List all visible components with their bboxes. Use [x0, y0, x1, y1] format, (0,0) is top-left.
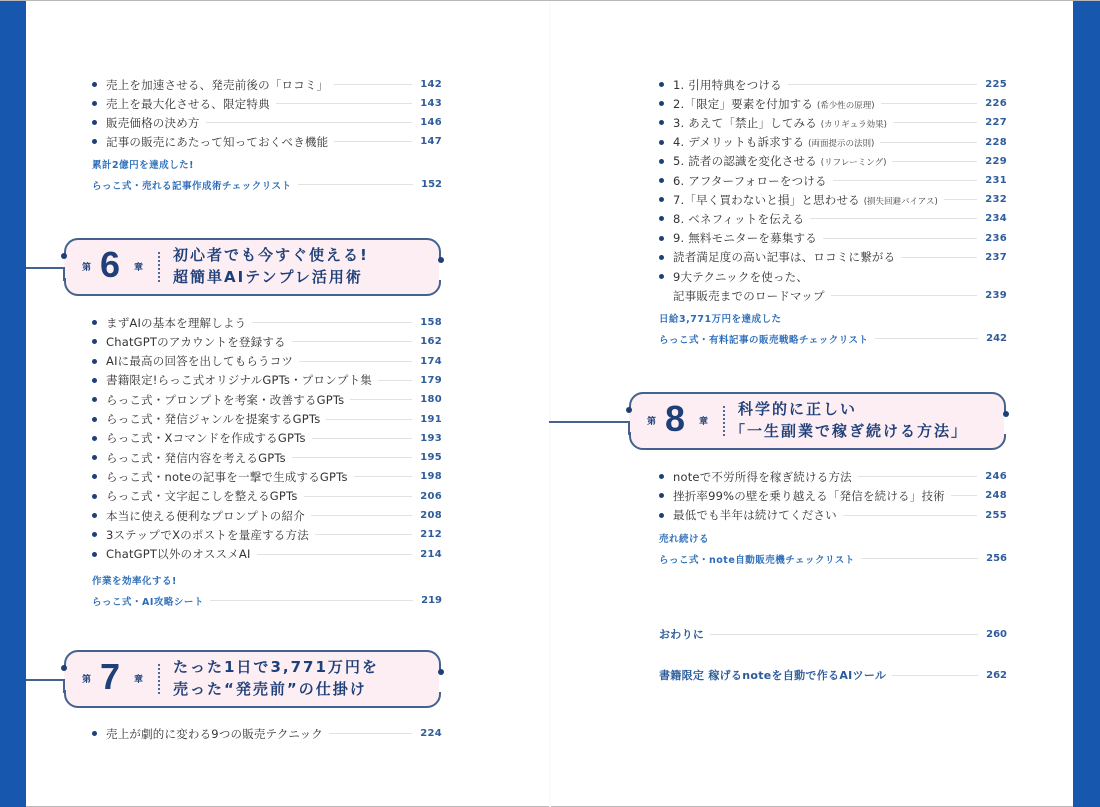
bullet-icon	[92, 417, 97, 422]
chapter-number: 7	[100, 656, 121, 697]
box-gap	[1004, 414, 1009, 434]
bullet-icon	[92, 731, 97, 736]
toc-entry[interactable]	[90, 448, 442, 467]
leader-line	[311, 515, 412, 516]
chapter-suffix: 章	[134, 675, 144, 685]
page-number: 256	[986, 553, 1007, 564]
entry-title	[106, 469, 348, 485]
entry-title: 書籍限定 稼げるnoteを自動で作るAIツール	[659, 669, 887, 682]
connector-line	[63, 679, 65, 693]
chapter-title	[173, 244, 369, 288]
leader-line	[831, 295, 978, 296]
leader-line	[901, 257, 977, 258]
box-gap	[439, 260, 444, 280]
leader-line	[315, 534, 412, 535]
checklist-entry[interactable]	[659, 530, 1007, 568]
page-number: 208	[420, 510, 442, 521]
entry-title-text: 3. あえて「禁止」してみる	[673, 115, 817, 130]
connector-dot-icon	[438, 669, 444, 675]
toc-entry[interactable]	[90, 332, 442, 351]
bullet-icon	[659, 255, 664, 260]
bullet-icon	[659, 101, 664, 106]
entry-title: おわりに	[659, 628, 705, 641]
toc-entry[interactable]	[90, 525, 442, 544]
connector-line	[63, 267, 65, 281]
leader-line	[276, 103, 412, 104]
leader-line	[257, 554, 413, 555]
bullet-icon	[92, 139, 97, 144]
entry-title-text: 7.「早く買わないと損」と思わせる	[673, 192, 860, 207]
leader-line	[378, 380, 412, 381]
page-number: 228	[985, 136, 1007, 148]
connector-line	[26, 679, 64, 681]
checklist-subtitle: 売れ続ける	[659, 534, 710, 545]
chapter-number: 8	[665, 398, 686, 439]
entry-title	[106, 508, 305, 524]
box-gap	[439, 672, 444, 692]
toc-entry[interactable]	[657, 267, 1007, 286]
page-number: 143	[420, 98, 442, 109]
toc-entry[interactable]	[90, 94, 442, 113]
toc-entry[interactable]	[657, 75, 1007, 94]
entry-title-text: らっこ式・発信内容を考えるGPTs	[106, 450, 286, 465]
entry-title: 記事の販売にあたって知っておくべき機能	[106, 134, 329, 149]
page-number: 193	[420, 432, 442, 444]
leader-line	[298, 184, 414, 185]
entry-title	[673, 77, 782, 93]
toc-entry[interactable]	[657, 486, 1007, 505]
dotted-divider	[158, 664, 160, 694]
connector-line	[26, 267, 64, 269]
entry-title	[673, 469, 852, 485]
leader-line	[292, 457, 412, 458]
page-number: 227	[985, 117, 1007, 129]
toc-entry[interactable]	[657, 113, 1007, 132]
page-number: 191	[420, 413, 442, 425]
page-number: 225	[985, 79, 1007, 90]
checklist-entry[interactable]	[92, 156, 442, 194]
toc-entry[interactable]	[90, 352, 442, 371]
entry-title-text: 3ステップでXのポストを量産する方法	[106, 527, 309, 542]
toc-entry[interactable]	[90, 506, 442, 525]
entry-title	[106, 392, 344, 408]
chapter-title-line: 超簡単AIテンプレ活用術	[173, 268, 363, 286]
toc-entry[interactable]	[657, 229, 1007, 248]
entry-title: 売上を加速させる、発売前後の「ロコミ」	[106, 77, 329, 92]
checklist-title: らっこ式・note自動販売機チェックリスト	[659, 554, 855, 566]
page-number: 236	[985, 232, 1007, 244]
entry-title-text: noteで不労所得を稼ぎ続ける方法	[673, 469, 852, 484]
entry-note: (損失回避バイアス)	[863, 196, 938, 207]
bullet-icon	[92, 397, 97, 402]
entry-title	[673, 153, 886, 169]
toc-entry[interactable]	[657, 171, 1007, 190]
dotted-divider	[158, 252, 160, 282]
page-number: 224	[420, 728, 442, 739]
bullet-icon	[659, 120, 664, 125]
leader-line	[788, 84, 977, 85]
entry-title-text: らっこ式・Xコマンドを作成するGPTs	[106, 431, 306, 446]
toc-entry[interactable]	[657, 190, 1007, 209]
bullet-icon	[92, 455, 97, 460]
checklist-title: らっこ式・売れる記事作成術チェックリスト	[92, 180, 292, 192]
page-number: 226	[985, 98, 1007, 110]
page-number: 229	[985, 155, 1007, 167]
bullet-icon	[659, 274, 664, 279]
chapter-6-heading[interactable]	[64, 238, 441, 296]
page-number: 195	[420, 452, 442, 464]
toc-entry[interactable]	[657, 133, 1007, 152]
leader-line	[893, 122, 977, 123]
bullet-icon	[92, 101, 97, 106]
leader-line	[710, 634, 978, 635]
entry-title	[673, 488, 945, 504]
page-gutter	[549, 1, 551, 807]
page-number: 239	[985, 290, 1007, 301]
entry-title	[673, 173, 827, 189]
chapter-prefix: 第	[647, 417, 657, 427]
entry-title: 9大テクニックを使った、	[673, 269, 809, 284]
page-number: 242	[986, 333, 1007, 344]
toc-entry[interactable]	[657, 467, 1007, 486]
leader-line	[881, 103, 978, 104]
entry-title	[106, 334, 286, 350]
chapter-prefix: 第	[82, 263, 92, 273]
bullet-icon	[92, 339, 97, 344]
page-number: 142	[420, 79, 442, 90]
bullet-icon	[659, 140, 664, 145]
leader-line	[350, 399, 412, 400]
page-number: 158	[420, 317, 442, 328]
left-page-edge	[0, 1, 26, 807]
bullet-icon	[92, 436, 97, 441]
toc-entry[interactable]	[90, 113, 442, 132]
toc-entry[interactable]	[90, 75, 442, 94]
page-number: 234	[985, 213, 1007, 225]
chapter-title-line: たった1日で3,771万円を	[173, 658, 379, 676]
leader-line	[858, 476, 977, 477]
entry-title	[673, 507, 837, 523]
page-number: 146	[420, 117, 442, 128]
entry-title	[106, 353, 293, 369]
entry-title-text: 書籍限定!らっこ式オリジナルGPTs・プロンプト集	[106, 373, 372, 388]
entry-title	[673, 192, 938, 208]
toc-entry[interactable]	[657, 248, 1007, 267]
leader-line	[299, 361, 412, 362]
toc-entry[interactable]	[90, 487, 442, 506]
bullet-icon	[659, 216, 664, 221]
entry-title	[106, 430, 306, 446]
leader-line	[252, 322, 412, 323]
chapter-title-line: 売った“発売前”の仕掛け	[173, 680, 367, 698]
connector-dot-icon	[1003, 411, 1009, 417]
toc-entry[interactable]	[657, 94, 1007, 113]
bullet-icon	[659, 236, 664, 241]
entry-title-text: 1. 引用特典をつける	[673, 77, 782, 92]
leader-line	[892, 675, 978, 676]
page-number: 152	[421, 179, 442, 190]
bullet-icon	[92, 494, 97, 499]
entry-note: (希少性の原理)	[816, 100, 875, 111]
toc-entry[interactable]	[90, 132, 442, 151]
toc-entry[interactable]	[90, 429, 442, 448]
toc-entry[interactable]	[90, 390, 442, 409]
entry-title	[106, 488, 298, 504]
toc-entry[interactable]	[90, 313, 442, 332]
chapter-suffix: 章	[134, 263, 144, 273]
bullet-icon	[659, 513, 664, 518]
page-number: 232	[985, 194, 1007, 206]
toc-entry[interactable]	[90, 724, 442, 743]
entry-title	[106, 527, 309, 543]
toc-entry[interactable]	[90, 410, 442, 429]
leader-line	[312, 438, 413, 439]
toc-entry-continued[interactable]	[657, 286, 1007, 305]
leader-line	[875, 338, 979, 339]
entry-title-text: 4. デメリットも訴求する	[673, 135, 805, 150]
page-number: 162	[420, 336, 442, 348]
entry-title: 記事販売までのロードマップ	[673, 288, 825, 303]
leader-line	[206, 122, 413, 123]
entry-title	[673, 134, 874, 150]
leader-line	[880, 142, 977, 143]
toc-entry[interactable]	[90, 545, 442, 564]
entry-title-text: 最低でも半年は続けてください	[673, 508, 837, 523]
leader-line	[210, 600, 413, 601]
leader-line	[334, 141, 412, 142]
dotted-divider	[723, 406, 725, 436]
bullet-icon	[659, 493, 664, 498]
entry-title-text: 8. ベネフィットを伝える	[673, 211, 805, 226]
entry-title	[106, 372, 372, 388]
entry-title-text: らっこ式・発信ジャンルを提案するGPTs	[106, 412, 321, 426]
entry-title: 売上を最大化させる、限定特典	[106, 96, 270, 111]
chapter-prefix: 第	[82, 675, 92, 685]
entry-note: (両面提示の法則)	[808, 139, 875, 150]
page-number: 174	[420, 355, 442, 367]
connector-line	[549, 421, 629, 423]
page-number: 214	[420, 548, 442, 560]
page-number: 246	[985, 471, 1007, 482]
page-number: 206	[420, 490, 442, 502]
connector-dot-icon	[626, 407, 632, 413]
leader-line	[951, 495, 977, 496]
entry-title-text: 2.「限定」要素を付加する	[673, 96, 814, 111]
page-number: 255	[985, 509, 1007, 521]
leader-line	[354, 476, 413, 477]
bullet-icon	[92, 513, 97, 518]
bullet-icon	[92, 82, 97, 87]
bullet-icon	[659, 474, 664, 479]
leader-line	[823, 238, 977, 239]
checklist-title: らっこ式・AI攻略シート	[92, 596, 204, 608]
connector-dot-icon	[61, 665, 67, 671]
page-number: 262	[986, 669, 1007, 681]
leader-line	[304, 496, 413, 497]
chapter-title-line: 初心者でも今すぐ使える!	[173, 246, 369, 264]
bullet-icon	[92, 552, 97, 557]
leader-line	[334, 84, 412, 85]
entry-title: 販売価格の決め方	[106, 115, 200, 130]
bullet-icon	[92, 474, 97, 479]
toc-entry[interactable]	[657, 506, 1007, 525]
page-number: 231	[985, 175, 1007, 186]
entry-note: (リフレーミング)	[820, 158, 887, 169]
bullet-icon	[659, 197, 664, 202]
entry-title	[673, 96, 875, 112]
bullet-icon	[92, 120, 97, 125]
entry-title-text: AIに最高の回答を出してもらうコツ	[106, 354, 294, 369]
page-number: 180	[420, 394, 442, 406]
page-number: 248	[985, 490, 1007, 502]
entry-title-text: ChatGPT以外のオススメAI	[106, 547, 251, 562]
bonus-entry[interactable]	[659, 665, 1007, 685]
entry-title	[673, 211, 804, 227]
page-number: 198	[420, 471, 442, 483]
leader-line	[810, 218, 977, 219]
bullet-icon	[92, 532, 97, 537]
bullet-icon	[659, 82, 664, 87]
toc-entry[interactable]	[657, 152, 1007, 171]
connector-line	[628, 421, 630, 435]
entry-title-text: 5. 読者の認識を変化させる	[673, 154, 817, 169]
leader-line	[843, 515, 977, 516]
entry-title	[673, 230, 817, 246]
chapter-suffix: 章	[699, 417, 709, 427]
entry-title-text: 6. アフターフォローをつける	[673, 173, 827, 188]
chapter-title-line: 「一生副業で稼ぎ続ける方法」	[730, 422, 969, 440]
page-number: 237	[985, 251, 1007, 263]
chapter-number: 6	[100, 244, 121, 285]
entry-title	[106, 450, 286, 466]
entry-title	[106, 315, 246, 331]
chapter-8-heading[interactable]	[629, 392, 1006, 450]
bullet-icon	[92, 378, 97, 383]
toc-entry[interactable]	[90, 467, 442, 486]
closing-entry[interactable]	[659, 624, 1007, 644]
page-number: 212	[420, 529, 442, 541]
entry-title: 売上が劇的に変わる9つの販売テクニック	[106, 726, 323, 741]
entry-title-text: らっこ式・プロンプトを考案・改善するGPTs	[106, 392, 345, 407]
chapter-7-heading[interactable]	[64, 650, 441, 708]
leader-line	[944, 199, 977, 200]
leader-line	[833, 180, 978, 181]
bullet-icon	[92, 320, 97, 325]
checklist-entry[interactable]	[659, 310, 1007, 348]
entry-title-text: 読者満足度の高い記事は、ロコミに繋がる	[673, 250, 896, 265]
entry-title	[673, 249, 895, 265]
checklist-title: らっこ式・有料記事の販売戦略チェックリスト	[659, 334, 869, 346]
connector-dot-icon	[61, 253, 67, 259]
connector-dot-icon	[438, 257, 444, 263]
leader-line	[861, 558, 978, 559]
entry-note: (カリギュラ効果)	[820, 119, 887, 130]
entry-title-text: 本当に使える便利なプロンプトの紹介	[106, 508, 305, 523]
chapter-title	[730, 398, 969, 442]
checklist-entry[interactable]	[92, 572, 442, 610]
entry-title-text: らっこ式・文字起こしを整えるGPTs	[106, 489, 298, 504]
checklist-subtitle: 日給3,771万円を達成した	[659, 314, 782, 325]
bullet-icon	[659, 159, 664, 164]
leader-line	[892, 161, 977, 162]
checklist-subtitle: 作業を効率化する!	[92, 576, 177, 587]
entry-title-text: らっこ式・noteの記事を一撃で生成するGPTs	[106, 469, 348, 484]
bullet-icon	[659, 178, 664, 183]
entry-title-text: まずAIの基本を理解しよう	[106, 315, 247, 330]
entry-title	[106, 546, 251, 562]
page-number: 179	[420, 374, 442, 386]
leader-line	[329, 733, 412, 734]
bullet-icon	[92, 359, 97, 364]
entry-title-text: 挫折率99%の壁を乗り越える「発信を続ける」技術	[673, 488, 945, 503]
entry-title-text: ChatGPTのアカウントを登録する	[106, 334, 286, 349]
toc-entry[interactable]	[657, 209, 1007, 228]
right-page-edge	[1073, 1, 1100, 807]
page-number: 219	[421, 595, 442, 606]
leader-line	[326, 419, 412, 420]
entry-title	[106, 411, 320, 427]
checklist-subtitle: 累計2億円を達成した!	[92, 160, 194, 171]
toc-entry[interactable]	[90, 371, 442, 390]
page-number: 147	[420, 136, 442, 147]
leader-line	[292, 341, 412, 342]
chapter-title-line: 科学的に正しい	[738, 400, 858, 418]
entry-title	[673, 115, 887, 131]
chapter-title	[173, 656, 379, 700]
entry-title-text: 9. 無料モニターを募集する	[673, 231, 817, 246]
page-number: 260	[986, 628, 1007, 640]
